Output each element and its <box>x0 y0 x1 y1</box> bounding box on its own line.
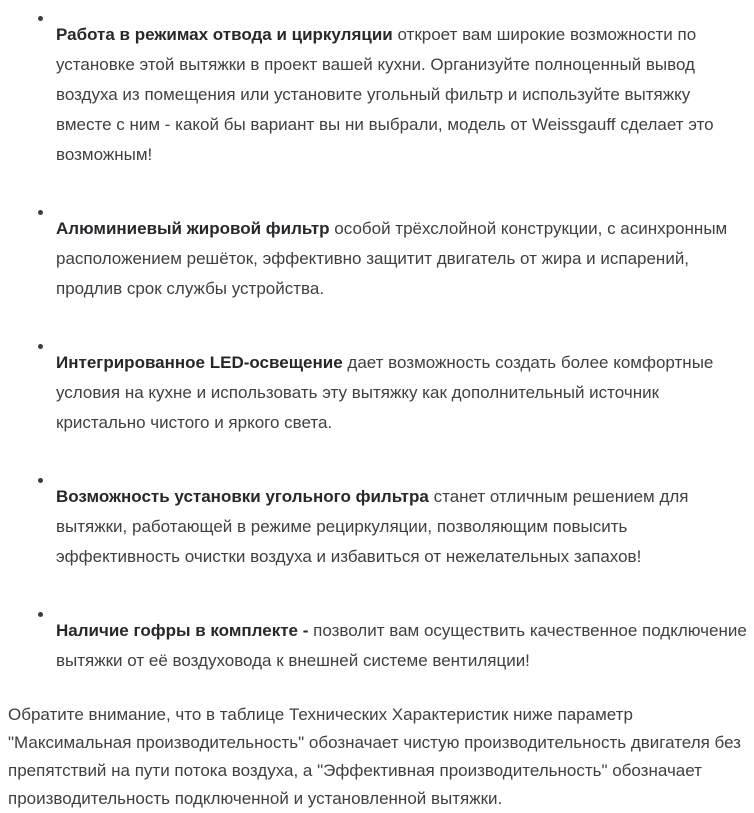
feature-title: Наличие гофры в комплекте - <box>56 621 309 640</box>
feature-paragraph <box>56 482 748 572</box>
list-item <box>38 599 748 693</box>
list-item <box>38 331 748 455</box>
bullet-icon <box>38 478 43 483</box>
feature-text: позволит вам осуществить качественное подключение вытяжки от её воздуховода к внешней системе вентиляции! <box>56 621 747 670</box>
feature-paragraph <box>56 616 748 676</box>
feature-paragraph <box>56 214 748 304</box>
feature-list <box>8 3 748 693</box>
list-item <box>38 197 748 321</box>
list-item <box>38 3 748 187</box>
feature-text: откроет вам широкие возможности по установке этой вытяжки в проект вашей кухни. Организуйте полноценный вывод воздуха из помещения или установите угольный фильтр и используйте вытяжку вместе с ним - какой бы вариант вы ни выбрали, модель от Weissgauff сделает это возможным! <box>56 25 714 164</box>
feature-title: Возможность установки угольного фильтра <box>56 487 429 506</box>
bullet-icon <box>38 210 43 215</box>
feature-title: Алюминиевый жировой фильтр <box>56 219 330 238</box>
feature-text: особой трёхслойной конструкции, с асинхронным расположением решёток, эффективно защитит двигатель от жира и испарений, продлив срок службы устройства. <box>56 219 728 298</box>
feature-text: станет отличным решением для вытяжки, работающей в режиме рециркуляции, позволяющим повысить эффективность очистки воздуха и избавиться от нежелательных запахов! <box>56 487 689 566</box>
bullet-icon <box>38 344 43 349</box>
feature-paragraph <box>56 20 748 170</box>
list-item <box>38 465 748 589</box>
bullet-icon <box>38 16 43 21</box>
feature-title: Работа в режимах отвода и циркуляции <box>56 25 393 44</box>
feature-text: дает возможность создать более комфортные условия на кухне и использовать эту вытяжку как дополнительный источник кристально чистого и яркого света. <box>56 353 714 432</box>
feature-title: Интегрированное LED-освещение <box>56 353 343 372</box>
note-paragraph: Обратите внимание, что в таблице Технических Характеристик ниже параметр "Максимальная производительность" обозначает чистую производительность двигателя без препятствий на пути потока воздуха, а "Эффективная производительность" обозначает производительность подключенной и установленной вытяжки. <box>8 705 741 808</box>
feature-paragraph <box>56 348 748 438</box>
bullet-icon <box>38 612 43 617</box>
